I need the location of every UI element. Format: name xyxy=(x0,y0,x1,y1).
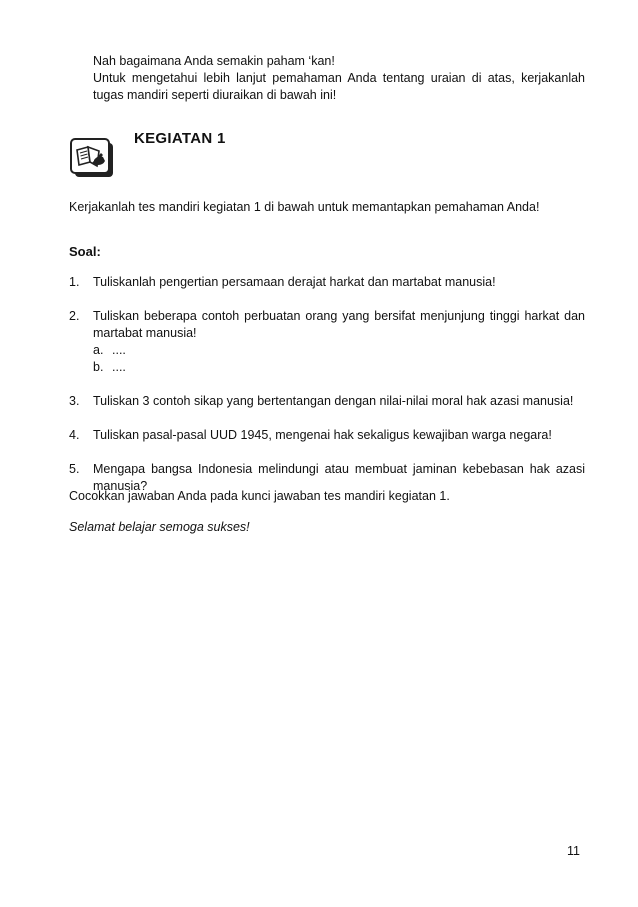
question-item xyxy=(69,393,585,410)
question-text: Mengapa bangsa Indonesia melindungi atau membuat jaminan kebebasan hak azasi manusia? xyxy=(93,462,585,493)
question-item xyxy=(69,427,585,444)
question-text: Tuliskan beberapa contoh perbuatan orang yang bersifat menjunjung tinggi harkat dan martabat manusia! xyxy=(93,309,585,340)
kegiatan-title: KEGIATAN 1 xyxy=(134,130,226,147)
question-number: 2. xyxy=(69,309,80,323)
question-text: Tuliskanlah pengertian persamaan derajat harkat dan martabat manusia! xyxy=(93,275,496,289)
page-number: 11 xyxy=(567,844,580,858)
intro-line-2: Untuk mengetahui lebih lanjut pemahaman Anda tentang uraian di atas, kerjakanlah tugas mandiri seperti diuraikan di bawah ini! xyxy=(93,71,585,102)
question-text: Tuliskan 3 contoh sikap yang bertentangan dengan nilai-nilai moral hak azasi manusia! xyxy=(93,394,574,408)
intro-line-1: Nah bagaimana Anda semakin paham ‘kan! xyxy=(93,54,335,68)
sub-text: .... xyxy=(112,360,126,374)
sub-text: .... xyxy=(112,343,126,357)
question-number: 5. xyxy=(69,462,80,476)
book-writing-icon xyxy=(70,138,114,178)
sub-item xyxy=(93,342,585,359)
question-number: 4. xyxy=(69,428,80,442)
sub-letter: b. xyxy=(93,360,104,374)
question-item xyxy=(69,274,585,291)
soal-heading: Soal: xyxy=(69,244,101,259)
question-number: 1. xyxy=(69,275,80,289)
closing-text: Cocokkan jawaban Anda pada kunci jawaban tes mandiri kegiatan 1. xyxy=(69,489,450,503)
instruction-text: Kerjakanlah tes mandiri kegiatan 1 di bawah untuk memantapkan pemahaman Anda! xyxy=(69,200,540,214)
sub-letter: a. xyxy=(93,343,104,357)
question-item xyxy=(69,308,585,376)
question-number: 3. xyxy=(69,394,80,408)
intro-paragraph xyxy=(93,53,585,104)
motto-text: Selamat belajar semoga sukses! xyxy=(69,520,250,534)
question-list xyxy=(69,274,585,512)
sub-item xyxy=(93,359,585,376)
question-text: Tuliskan pasal-pasal UUD 1945, mengenai hak sekaligus kewajiban warga negara! xyxy=(93,428,552,442)
